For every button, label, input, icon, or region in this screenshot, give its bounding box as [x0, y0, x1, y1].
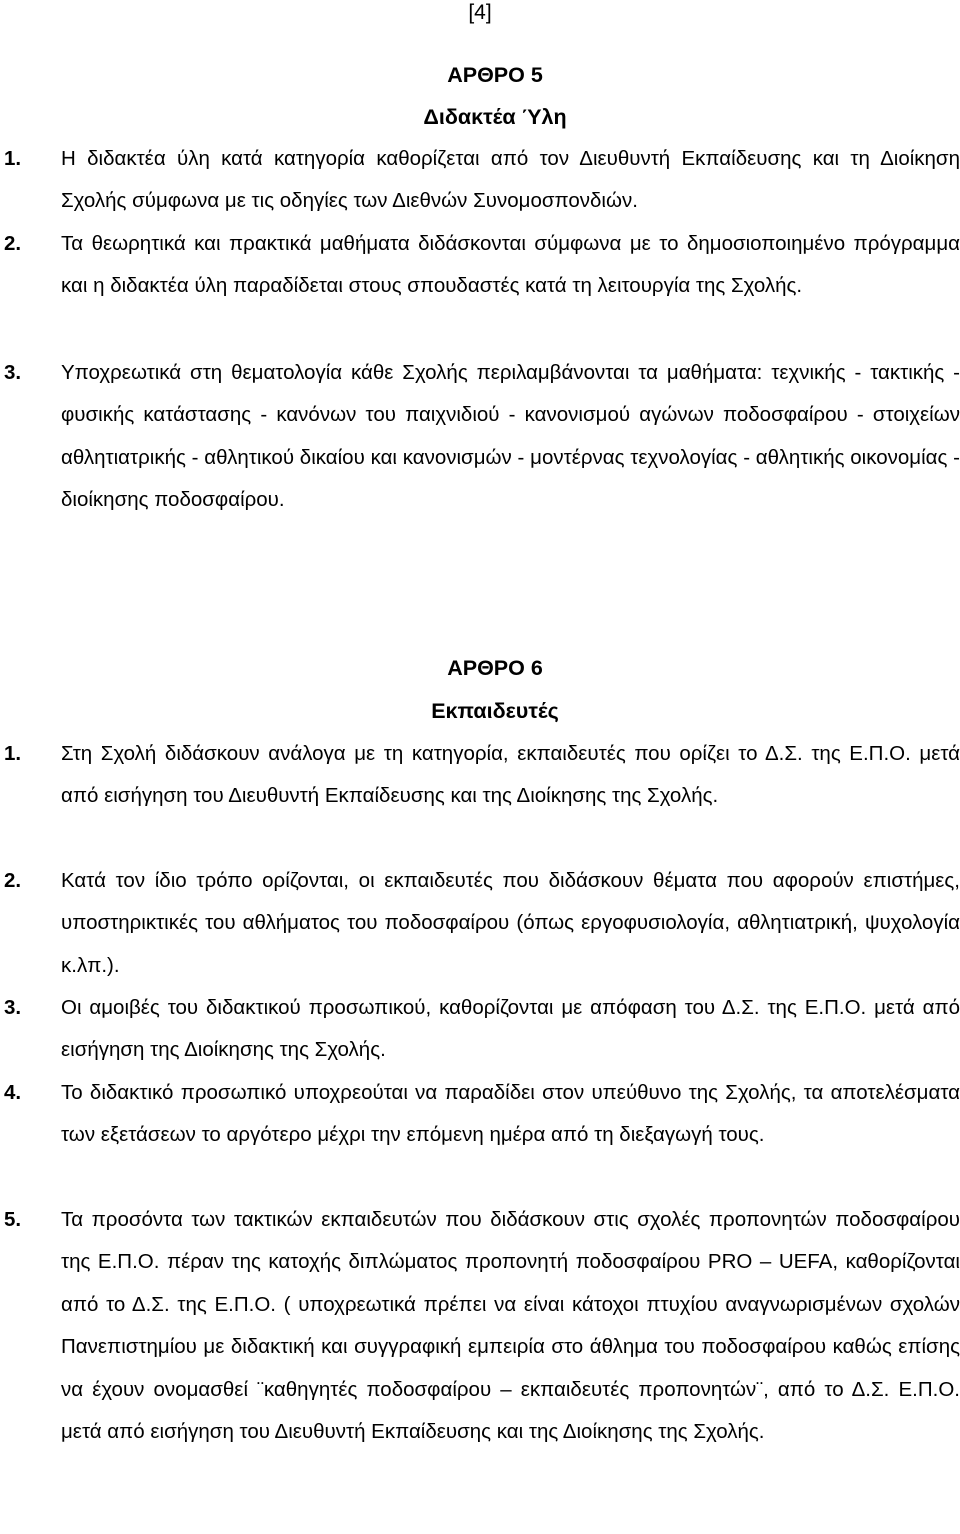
item-text: Υποχρεωτικά στη θεματολογία κάθε Σχολής περιλαμβάνονται τα μαθήματα: τεχνικής - τακτικής - φυσικής κατάστασης - κανόνων του παιχνιδιού - κανονισμού αγώνων ποδοσφαίρου - στοιχείων αθλητιατρικής - αθλητικού δικαίου και κανονισμών - μοντέρνας τεχνολογίας - αθλητικής οικονομίας - διοίκησης ποδοσφαίρου.	[61, 361, 960, 512]
item-text: Η διδακτέα ύλη κατά κατηγορία καθορίζεται από τον Διευθυντή Εκπαίδευσης και τη Διοίκηση Σχολής σύμφωνα με τις οδηγίες των Διεθνών Συνομοσπονδιών.	[61, 147, 960, 213]
article-5-subtitle: Διδακτέα Ύλη	[423, 105, 567, 129]
page-number: [4]	[468, 1, 492, 24]
item-text: Τα θεωρητικά και πρακτικά μαθήματα διδάσκονται σύμφωνα με το δημοσιοποιημένο πρόγραμμα και η διδακτέα ύλη παραδίδεται στους σπουδαστές κατά τη λειτουργία της Σχολής.	[61, 232, 960, 298]
item-text: Το διδακτικό προσωπικό υποχρεούται να παραδίδει στον υπεύθυνο της Σχολής, τα αποτελέσματα των εξετάσεων το αργότερο μέχρι την επόμενη ημέρα από τη διεξαγωγή τους.	[61, 1081, 960, 1147]
item-text: Στη Σχολή διδάσκουν ανάλογα με τη κατηγορία, εκπαιδευτές που ορίζει το Δ.Σ. της Ε.Π.Ο. μετά από εισήγηση του Διευθυντή Εκπαίδευσης και της Διοίκησης της Σχολής.	[61, 742, 960, 808]
article-6-subtitle: Εκπαιδευτές	[431, 699, 559, 723]
article-6-title: ΑΡΘΡΟ 6	[447, 656, 543, 680]
article-6-item-5	[0, 1199, 960, 1453]
article-6-item-3	[0, 987, 960, 1072]
item-text: Οι αμοιβές του διδακτικού προσωπικού, καθορίζονται με απόφαση του Δ.Σ. της Ε.Π.Ο. μετά από εισήγηση της Διοίκησης της Σχολής.	[61, 996, 960, 1062]
item-number: 2.	[4, 869, 22, 892]
item-number: 5.	[4, 1208, 22, 1231]
article-6-item-4	[0, 1072, 960, 1157]
item-number: 2.	[4, 232, 22, 255]
item-text: Κατά τον ίδιο τρόπο ορίζονται, οι εκπαιδευτές που διδάσκουν θέματα που αφορούν επιστήμες, υποστηρικτικές του αθλήματος του ποδοσφαίρου (όπως εργοφυσιολογία, αθλητιατρική, ψυχολογία κ.λπ.).	[61, 869, 960, 977]
item-number: 3.	[4, 996, 22, 1019]
item-number: 4.	[4, 1081, 22, 1104]
article-6-item-1	[0, 733, 960, 818]
article-5-item-3	[0, 352, 960, 522]
article-5-item-2	[0, 223, 960, 308]
article-5-title: ΑΡΘΡΟ 5	[447, 63, 543, 87]
item-number: 1.	[4, 742, 22, 765]
item-number: 1.	[4, 147, 22, 170]
article-5-item-1	[0, 138, 960, 223]
item-number: 3.	[4, 361, 22, 384]
article-6-item-2	[0, 860, 960, 987]
item-text: Τα προσόντα των τακτικών εκπαιδευτών που διδάσκουν στις σχολές προπονητών ποδοσφαίρου της Ε.Π.Ο. πέραν της κατοχής διπλώματος προπονητή ποδοσφαίρου PRO – UEFA, καθορίζονται από το Δ.Σ. της Ε.Π.Ο. ( υποχρεωτικά πρέπει να είναι κάτοχοι πτυχίου αναγνωρισμένων σχολών Πανεπιστημίου με διδακτική και συγγραφική εμπειρία στο άθλημα του ποδοσφαίρου καθώς επίσης να έχουν ονομασθεί ¨καθηγητές ποδοσφαίρου – εκπαιδευτές προπονητών¨, από το Δ.Σ. Ε.Π.Ο. μετά από εισήγηση του Διευθυντή Εκπαίδευσης και της Διοίκησης της Σχολής.	[61, 1208, 960, 1444]
